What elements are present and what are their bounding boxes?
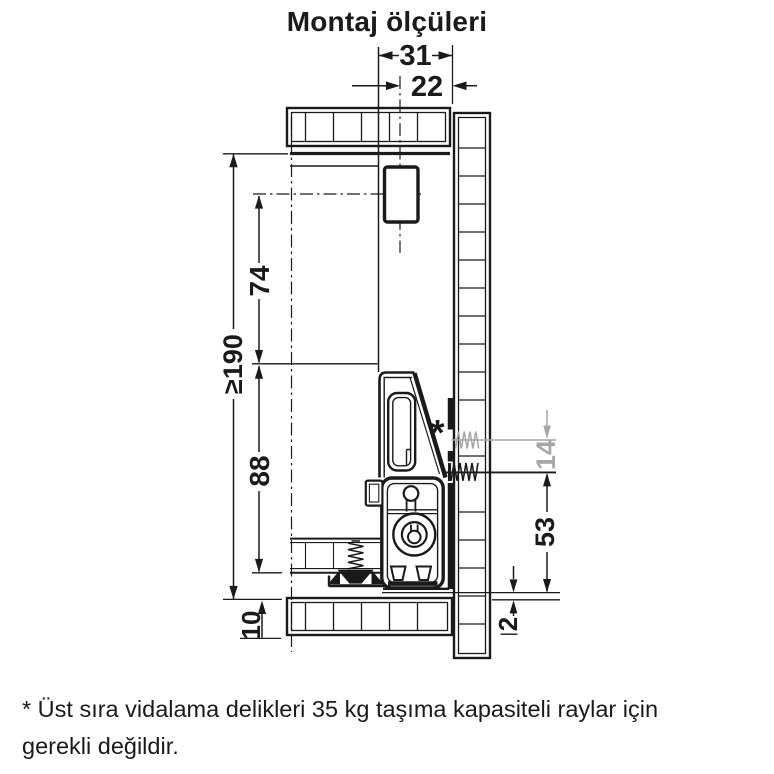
footnote [22,691,762,765]
adjustment-roller [393,514,435,556]
asterisk-marker: * [430,412,445,453]
carriage-foot-left [391,567,406,581]
dimension-14-optional [531,410,561,470]
dim-10-label: 10 [236,610,266,640]
dim-190-label: ≥190 [218,334,248,394]
dimension-10 [236,601,281,640]
footnote-line-2: gerekli değildir. [22,733,179,759]
footnote-line-1: * Üst sıra vidalama delikleri 35 kg taşıma kapasiteli raylar için [22,696,659,722]
dimension-53 [530,473,560,592]
bottom-fixing-screw [328,541,385,586]
cabinet-bottom-panel [287,598,452,635]
drawer-bottom-panel [290,539,381,573]
dimension-22 [352,71,477,103]
dim-53-label: 53 [530,516,560,548]
dimension-74 [244,195,378,364]
page-title: Montaj ölçüleri [286,6,488,37]
dimension-88 [244,365,282,573]
runner-slot [388,393,415,471]
dim-14-label: 14 [531,439,561,471]
carriage-rear-tab [366,481,383,506]
dim-22-label: 22 [410,71,444,103]
dim-74-label: 74 [244,265,275,297]
locking-carriage [366,478,443,588]
front-panel-connector [385,167,419,222]
front-panel [454,113,490,658]
dim-88-label: 88 [244,455,275,487]
cabinet-top-panel [287,108,450,146]
drawer-side-top-edge [290,154,450,167]
dim-2-label: 2 [493,616,523,632]
dim-31-label: 31 [399,40,432,72]
carriage-foot-right [417,567,432,581]
dimension-min-190 [218,154,288,600]
dimension-2 [492,566,560,634]
